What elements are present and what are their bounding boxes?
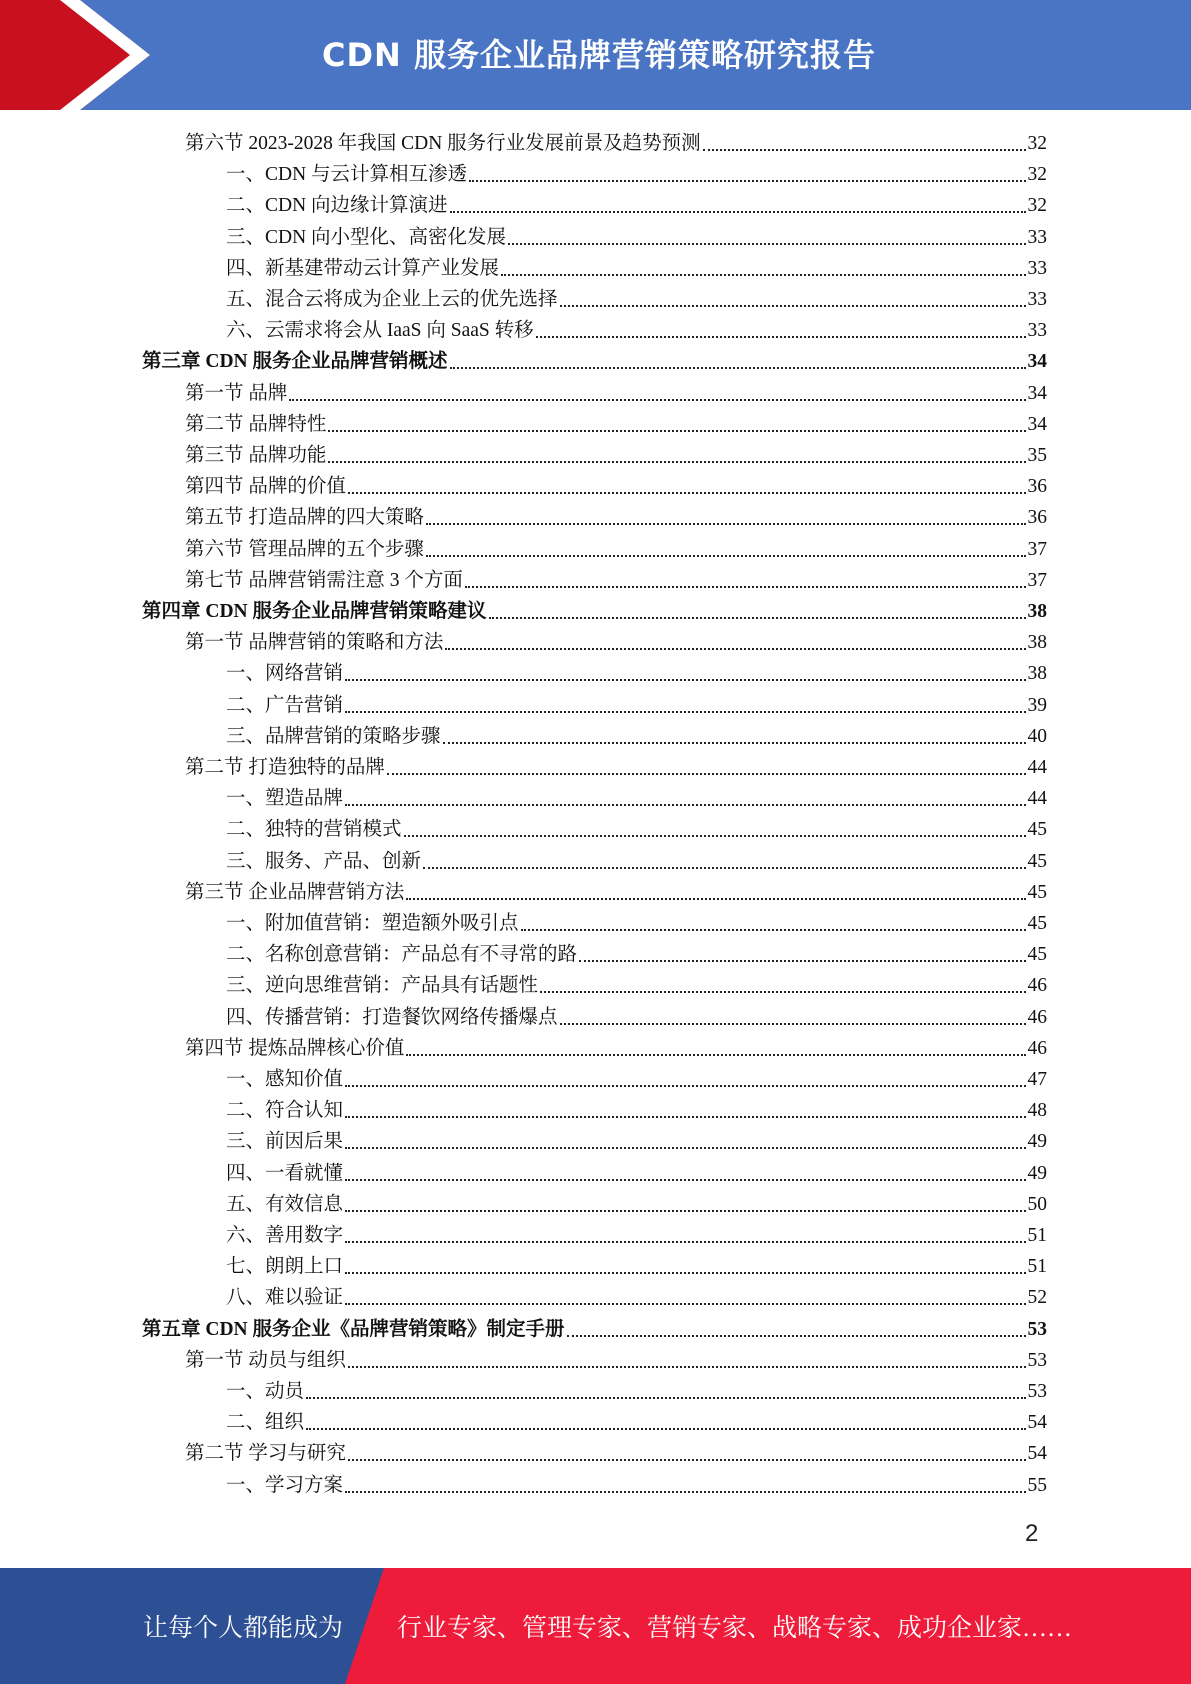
toc-page-number: 38 xyxy=(1027,601,1047,622)
toc-chapter-entry[interactable] xyxy=(142,346,1047,374)
toc-entry-title: 一、网络营销 xyxy=(226,663,344,685)
toc-dot-leader xyxy=(489,616,1026,619)
toc-subsection-entry[interactable] xyxy=(226,846,1047,874)
toc-dot-leader xyxy=(469,179,1025,182)
toc-dot-leader xyxy=(345,710,1025,713)
toc-dot-leader xyxy=(348,491,1026,494)
toc-page-number: 33 xyxy=(1027,226,1047,248)
toc-subsection-entry[interactable] xyxy=(226,1158,1047,1186)
toc-dot-leader xyxy=(404,834,1026,837)
toc-entry-title: 第四章 CDN 服务企业品牌营销策略建议 xyxy=(142,601,487,622)
toc-subsection-entry[interactable] xyxy=(226,1470,1047,1498)
toc-dot-leader xyxy=(426,554,1026,557)
toc-dot-leader xyxy=(345,1302,1025,1305)
toc-section-entry[interactable] xyxy=(185,409,1047,437)
toc-entry-title: 第六节 2023-2028 年我国 CDN 服务行业发展前景及趋势预测 xyxy=(185,133,701,154)
toc-page-number: 49 xyxy=(1027,1131,1047,1153)
toc-entry-title: 一、感知价值 xyxy=(226,1069,344,1090)
toc-page-number: 44 xyxy=(1027,757,1047,778)
toc-dot-leader xyxy=(443,741,1026,744)
toc-dot-leader xyxy=(348,1365,1026,1368)
toc-page-number: 54 xyxy=(1027,1412,1047,1434)
toc-section-entry[interactable] xyxy=(185,627,1047,655)
toc-subsection-entry[interactable] xyxy=(226,1002,1047,1030)
toc-page-number: 34 xyxy=(1027,382,1047,404)
toc-dot-leader xyxy=(501,273,1025,276)
footer-slogan-left: 让每个人都能成为 xyxy=(143,1615,344,1642)
toc-chapter-entry[interactable] xyxy=(142,1314,1047,1342)
toc-entry-title: 一、学习方案 xyxy=(226,1474,344,1496)
toc-entry-title: 第五节 打造品牌的四大策略 xyxy=(185,507,424,529)
toc-page-number: 52 xyxy=(1027,1287,1047,1309)
toc-subsection-entry[interactable] xyxy=(226,908,1047,936)
toc-entry-title: 第三章 CDN 服务企业品牌营销概述 xyxy=(142,351,448,373)
toc-entry-title: 一、附加值营销：塑造额外吸引点 xyxy=(226,913,519,934)
toc-entry-title: 六、善用数字 xyxy=(226,1225,344,1246)
toc-page-number: 51 xyxy=(1027,1225,1047,1246)
toc-dot-leader xyxy=(345,1209,1025,1212)
toc-section-entry[interactable] xyxy=(185,128,1047,156)
toc-dot-leader xyxy=(560,1022,1026,1025)
toc-subsection-entry[interactable] xyxy=(226,1189,1047,1217)
toc-page-number: 45 xyxy=(1027,944,1047,966)
toc-dot-leader xyxy=(508,242,1025,245)
toc-dot-leader xyxy=(450,366,1026,369)
toc-entry-title: 四、传播营销：打造餐饮网络传播爆点 xyxy=(226,1006,558,1028)
toc-dot-leader xyxy=(345,1146,1025,1149)
toc-page-number: 46 xyxy=(1027,1037,1047,1059)
toc-subsection-entry[interactable] xyxy=(226,1126,1047,1154)
toc-section-entry[interactable] xyxy=(185,752,1047,780)
toc-entry-title: 二、组织 xyxy=(226,1412,305,1434)
toc-dot-leader xyxy=(540,990,1025,993)
toc-dot-leader xyxy=(345,1084,1025,1087)
toc-dot-leader xyxy=(567,1334,1026,1337)
report-title: CDN 服务企业品牌营销策略研究报告 xyxy=(322,36,876,74)
toc-entry-title: 第四节 品牌的价值 xyxy=(185,476,346,498)
toc-subsection-entry[interactable] xyxy=(226,721,1047,749)
toc-entry-title: 第二节 学习与研究 xyxy=(185,1443,346,1465)
toc-entry-title: 一、动员 xyxy=(226,1381,305,1402)
toc-page-number: 40 xyxy=(1027,725,1047,747)
toc-page-number: 53 xyxy=(1027,1381,1047,1402)
toc-dot-leader xyxy=(345,678,1025,681)
toc-subsection-entry[interactable] xyxy=(226,1064,1047,1092)
toc-entry-title: 四、一看就懂 xyxy=(226,1162,344,1184)
toc-dot-leader xyxy=(345,1490,1025,1493)
toc-dot-leader xyxy=(406,897,1025,900)
toc-page-number: 38 xyxy=(1027,632,1047,654)
toc-subsection-entry[interactable] xyxy=(226,939,1047,967)
toc-subsection-entry[interactable] xyxy=(226,315,1047,343)
toc-entry-title: 第一节 品牌营销的策略和方法 xyxy=(185,632,444,654)
toc-entry-title: 三、CDN 向小型化、高密化发展 xyxy=(226,226,507,248)
toc-subsection-entry[interactable] xyxy=(226,1376,1047,1404)
toc-dot-leader xyxy=(348,1458,1026,1461)
toc-entry-title: 二、名称创意营销：产品总有不寻常的路 xyxy=(226,944,578,966)
toc-entry-title: 第四节 提炼品牌核心价值 xyxy=(185,1037,405,1059)
toc-page-number: 37 xyxy=(1027,538,1047,560)
toc-entry-title: 第一节 品牌 xyxy=(185,382,288,404)
toc-section-entry[interactable] xyxy=(185,534,1047,562)
toc-page-number: 39 xyxy=(1027,694,1047,716)
toc-entry-title: 三、服务、产品、创新 xyxy=(226,850,422,872)
toc-entry-title: 三、品牌营销的策略步骤 xyxy=(226,725,441,747)
toc-subsection-entry[interactable] xyxy=(226,690,1047,718)
toc-page-number: 47 xyxy=(1027,1069,1047,1090)
toc-page-number: 33 xyxy=(1027,320,1047,342)
toc-subsection-entry[interactable] xyxy=(226,1251,1047,1279)
toc-page-number: 49 xyxy=(1027,1162,1047,1184)
toc-entry-title: 第二节 品牌特性 xyxy=(185,413,327,435)
page-number: 2 xyxy=(1025,1520,1039,1547)
header-chevron-decoration xyxy=(0,0,150,110)
toc-page-number: 37 xyxy=(1027,569,1047,591)
toc-entry-title: 二、独特的营销模式 xyxy=(226,819,402,841)
toc-page-number: 33 xyxy=(1027,257,1047,279)
toc-subsection-entry[interactable] xyxy=(226,814,1047,842)
toc-dot-leader xyxy=(306,1396,1025,1399)
toc-page-number: 53 xyxy=(1027,1349,1047,1371)
toc-entry-title: 二、符合认知 xyxy=(226,1100,344,1122)
toc-page-number: 50 xyxy=(1027,1193,1047,1215)
toc-entry-title: 第三节 品牌功能 xyxy=(185,445,327,466)
toc-subsection-entry[interactable] xyxy=(226,1282,1047,1310)
toc-page-number: 32 xyxy=(1027,164,1047,186)
toc-section-entry[interactable] xyxy=(185,440,1047,468)
toc-dot-leader xyxy=(345,803,1025,806)
toc-dot-leader xyxy=(426,522,1026,525)
toc-page-number: 44 xyxy=(1027,788,1047,810)
toc-section-entry[interactable] xyxy=(185,565,1047,593)
toc-page-number: 51 xyxy=(1027,1256,1047,1278)
toc-entry-title: 八、难以验证 xyxy=(226,1287,344,1309)
toc-subsection-entry[interactable] xyxy=(226,658,1047,686)
toc-page-number: 32 xyxy=(1027,133,1047,154)
toc-entry-title: 第六节 管理品牌的五个步骤 xyxy=(185,538,424,560)
toc-page-number: 36 xyxy=(1027,507,1047,529)
toc-section-entry[interactable] xyxy=(185,1033,1047,1061)
toc-section-entry[interactable] xyxy=(185,378,1047,406)
toc-page-number: 33 xyxy=(1027,289,1047,310)
toc-page-number: 34 xyxy=(1027,351,1047,373)
toc-subsection-entry[interactable] xyxy=(226,222,1047,250)
toc-page-number: 54 xyxy=(1027,1443,1047,1465)
toc-entry-title: 第三节 企业品牌营销方法 xyxy=(185,881,405,903)
toc-dot-leader xyxy=(465,585,1026,588)
toc-dot-leader xyxy=(345,1271,1025,1274)
toc-entry-title: 五、有效信息 xyxy=(226,1193,344,1215)
toc-dot-leader xyxy=(445,647,1025,650)
toc-entry-title: 第七节 品牌营销需注意 3 个方面 xyxy=(185,569,463,591)
toc-entry-title: 第一节 动员与组织 xyxy=(185,1349,346,1371)
toc-dot-leader xyxy=(345,1178,1025,1181)
toc-page-number: 35 xyxy=(1027,445,1047,466)
toc-page-number: 46 xyxy=(1027,1006,1047,1028)
toc-subsection-entry[interactable] xyxy=(226,284,1047,312)
toc-page-number: 48 xyxy=(1027,1100,1047,1122)
toc-dot-leader xyxy=(703,148,1026,151)
toc-section-entry[interactable] xyxy=(185,877,1047,905)
toc-dot-leader xyxy=(406,1053,1025,1056)
toc-subsection-entry[interactable] xyxy=(226,1220,1047,1248)
toc-dot-leader xyxy=(560,304,1026,307)
toc-page-number: 55 xyxy=(1027,1474,1047,1496)
toc-entry-title: 五、混合云将成为企业上云的优先选择 xyxy=(226,289,558,310)
toc-dot-leader xyxy=(423,866,1025,869)
toc-dot-leader xyxy=(345,1240,1025,1243)
toc-entry-title: 七、朗朗上口 xyxy=(226,1256,344,1278)
toc-dot-leader xyxy=(387,772,1026,775)
toc-subsection-entry[interactable] xyxy=(226,253,1047,281)
toc-page-number: 45 xyxy=(1027,881,1047,903)
toc-subsection-entry[interactable] xyxy=(226,1095,1047,1123)
toc-entry-title: 第二节 打造独特的品牌 xyxy=(185,757,385,778)
toc-page-number: 45 xyxy=(1027,850,1047,872)
toc-entry-title: 一、CDN 与云计算相互渗透 xyxy=(226,164,468,186)
toc-dot-leader xyxy=(328,429,1025,432)
toc-page-number: 38 xyxy=(1027,663,1047,685)
toc-entry-title: 一、塑造品牌 xyxy=(226,788,344,810)
toc-page-number: 46 xyxy=(1027,975,1047,997)
toc-dot-leader xyxy=(579,959,1025,962)
toc-entry-title: 二、CDN 向边缘计算演进 xyxy=(226,195,448,217)
toc-subsection-entry[interactable] xyxy=(226,970,1047,998)
toc-entry-title: 第五章 CDN 服务企业《品牌营销策略》制定手册 xyxy=(142,1318,565,1340)
toc-dot-leader xyxy=(521,928,1026,931)
toc-section-entry[interactable] xyxy=(185,502,1047,530)
toc-page-number: 45 xyxy=(1027,913,1047,934)
toc-section-entry[interactable] xyxy=(185,1345,1047,1373)
toc-subsection-entry[interactable] xyxy=(226,190,1047,218)
toc-entry-title: 二、广告营销 xyxy=(226,694,344,716)
toc-page-number: 45 xyxy=(1027,819,1047,841)
toc-entry-title: 三、前因后果 xyxy=(226,1131,344,1153)
toc-page-number: 53 xyxy=(1027,1318,1047,1340)
toc-page-number: 34 xyxy=(1027,413,1047,435)
toc-subsection-entry[interactable] xyxy=(226,1407,1047,1435)
page-header xyxy=(0,0,1191,110)
toc-dot-leader xyxy=(328,460,1025,463)
toc-dot-leader xyxy=(450,210,1026,213)
toc-dot-leader xyxy=(306,1427,1025,1430)
toc-entry-title: 六、云需求将会从 IaaS 向 SaaS 转移 xyxy=(226,320,534,342)
toc-page-number: 32 xyxy=(1027,195,1047,217)
toc-dot-leader xyxy=(345,1115,1025,1118)
toc-section-entry[interactable] xyxy=(185,1438,1047,1466)
toc-entry-title: 三、逆向思维营销：产品具有话题性 xyxy=(226,975,539,997)
footer-slogan-right: 行业专家、管理专家、营销专家、战略专家、成功企业家…… xyxy=(397,1615,1073,1642)
toc-entry-title: 四、新基建带动云计算产业发展 xyxy=(226,257,500,279)
page-footer xyxy=(0,1568,1191,1684)
toc-section-entry[interactable] xyxy=(185,471,1047,499)
toc-dot-leader xyxy=(536,335,1026,338)
toc-page-number: 36 xyxy=(1027,476,1047,498)
toc-dot-leader xyxy=(289,398,1025,401)
toc-chapter-entry[interactable] xyxy=(142,596,1047,624)
toc-subsection-entry[interactable] xyxy=(226,159,1047,187)
toc-subsection-entry[interactable] xyxy=(226,783,1047,811)
